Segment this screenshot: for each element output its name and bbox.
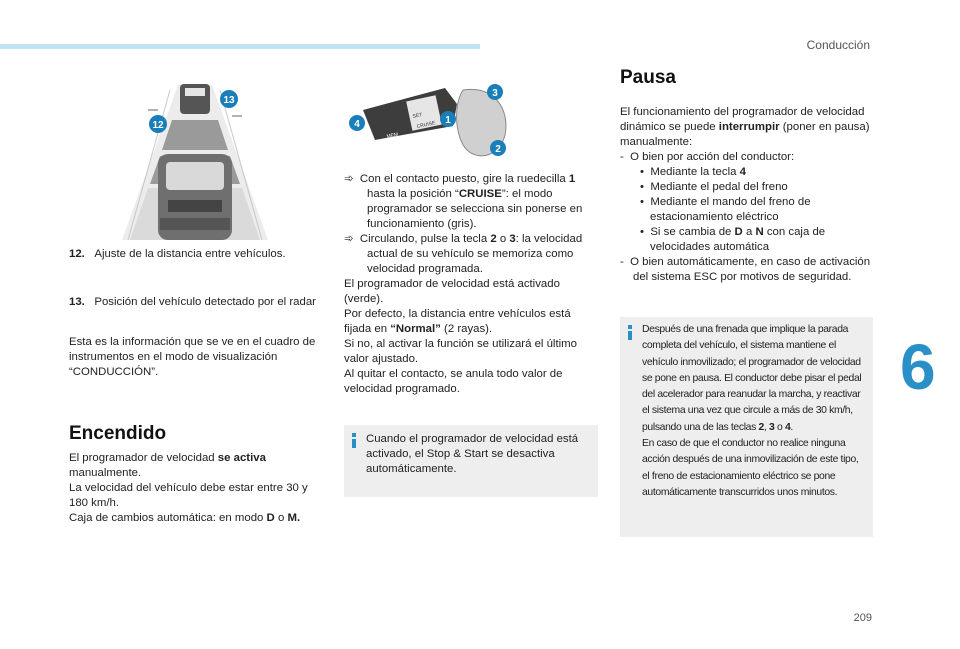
svg-text:13: 13 [223, 95, 235, 106]
intro-paragraph: Esta es la información que se ve en el cuadro de instrumentos en el modo de visualización “CONDUCCIÓN”. [69, 336, 316, 378]
svg-text:GAP: GAP [377, 94, 392, 104]
info-icon [352, 433, 357, 447]
heading-pausa: Pausa [620, 67, 676, 88]
note-box-stop-start: Cuando el programador de velocidad está activado, el Stop & Start se desactiva automáticamente. [344, 425, 598, 497]
svg-text:4: 4 [354, 119, 360, 130]
svg-text:3: 3 [492, 88, 498, 99]
heading-encendido: Encendido [69, 423, 167, 444]
cruise-lever-illustration [345, 80, 515, 165]
info-icon [628, 325, 633, 339]
header-bar [0, 44, 480, 49]
svg-text:2: 2 [495, 144, 501, 155]
svg-text:SET: SET [412, 112, 423, 120]
arrow-icon: ➾ [344, 233, 354, 245]
legend-item-13: 13. Posición del vehículo detectado por el radar [69, 296, 316, 308]
section-title: Conducción [806, 38, 870, 52]
arrow-icon: ➾ [344, 173, 354, 185]
svg-text:MEM: MEM [386, 131, 399, 140]
note-box-pause: Después de una frenada que implique la parada completa del vehículo, el sistema mantiene el vehículo inmovilizado; el programador de velocidad se pone en pausa. El conductor debe pisar el pedal del acelerador para reanudar la marcha, y reactivar el sistema una vez que circule a más de 30 km/h, pulsando una de las teclas 2, 3 o 4. En caso de que el conductor no realice ninguna acción después de una inmovilización de este tipo, el freno de estacionamiento eléctrico se pone automáticamente transcurridos unos minutos. [620, 317, 873, 537]
svg-text:1: 1 [445, 115, 451, 126]
svg-text:12: 12 [152, 120, 164, 131]
pausa-text: El funcionamiento del programador de velocidad dinámico se puede interrumpir (poner en pausa) manualmente: - O bien por acción del conductor: • Mediante la tecla 4 • Mediante el pedal del freno • Mediante el mando del freno de estacionamiento eléctrico • Si se cambia de D a N con caja de velocidades automática - O bien automáticamente, en caso de activación del sistema ESC por motivos de seguridad. [620, 106, 871, 283]
encendido-text: El programador de velocidad se activa manualmente. La velocidad del vehículo debe estar entre 30 y 180 km/h. Caja de cambios automática: en modo D o M. [69, 452, 308, 524]
legend-item-12: 12. Ajuste de la distancia entre vehículos. [69, 248, 286, 260]
chapter-number: 6 [900, 331, 936, 403]
page-number: 209 [853, 612, 872, 624]
radar-display-illustration [120, 80, 270, 245]
distance-bar-1 [162, 120, 228, 150]
svg-text:CRUISE: CRUISE [416, 120, 436, 130]
activation-steps: ➾ Con el contacto puesto, gire la ruedecilla 1 hasta la posición “CRUISE”: el modo programador se selecciona sin ponerse en funcionamiento (gris). ➾ Circulando, pulse la tecla 2 o 3: la velocidad actual de su vehículo se memoriza como velocidad programada. El programador de velocidad está activado (verde). Por defecto, la distancia entre vehículos está fijada en “Normal” (2 rayas). Si no, al activar la función se utilizará el último valor ajustado. Al quitar el contacto, se anula todo valor de velocidad programado. [344, 173, 583, 395]
